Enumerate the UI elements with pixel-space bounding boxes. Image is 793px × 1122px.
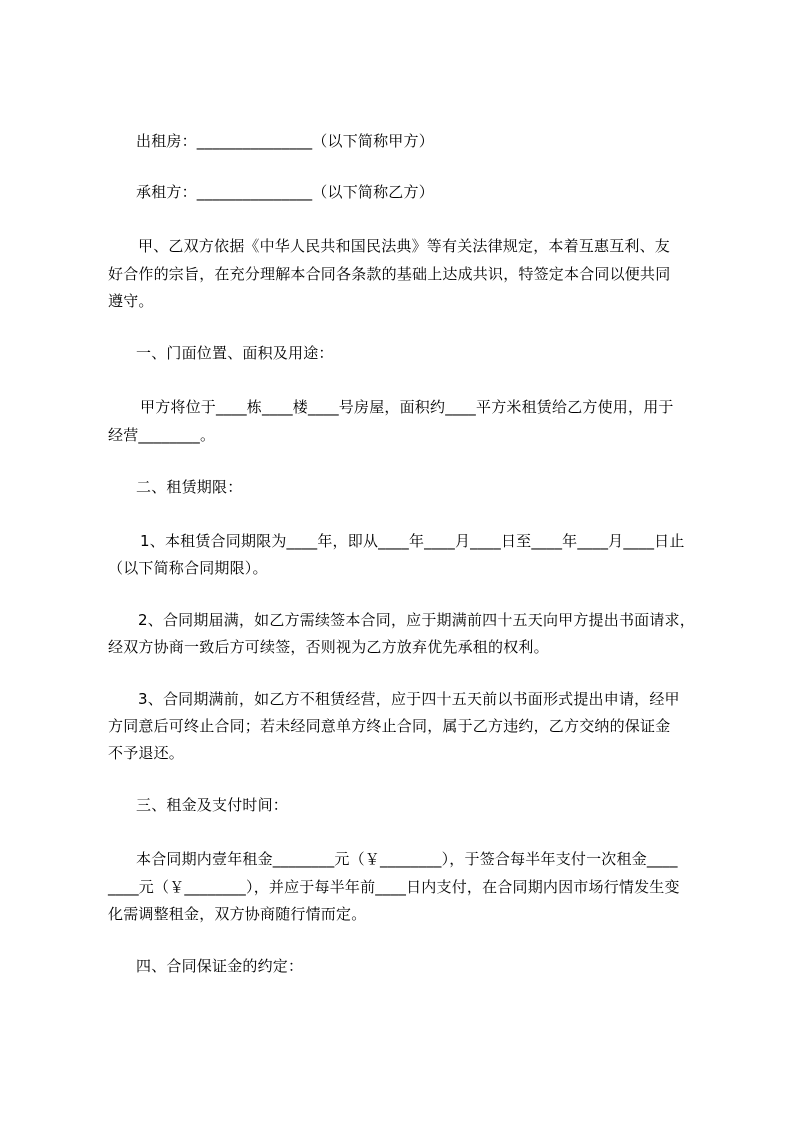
preamble-line-1: 甲、乙双方依据《中华人民共和国民法典》等有关法律规定，本着互惠互利、友 <box>138 237 671 255</box>
section-heading-1: 一、门面位置、面积及用途： <box>136 344 334 362</box>
section-3-line-1: 本合同期内壹年租金________元（￥________），于签合每半年支付一次租金____ <box>136 850 678 868</box>
clause-2-2-line-1: 2、合同期届满，如乙方需续签本合同，应于期满前四十五天向甲方提出书面请求， <box>138 611 695 629</box>
section-heading-4: 四、合同保证金的约定： <box>136 957 304 975</box>
clause-2-3-line-3: 不予退还。 <box>108 744 185 762</box>
clause-2-3-line-2: 方同意后可终止合同；若未经同意单方终止合同，属于乙方违约，乙方交纳的保证金 <box>108 717 671 735</box>
lessor-line: 出租房：_______________（以下简称甲方） <box>136 132 434 150</box>
clause-2-1-line-2: （以下简称合同期限）。 <box>108 559 268 577</box>
section-3-line-3: 化需调整租金，双方协商随行情而定。 <box>108 905 367 923</box>
preamble-line-3: 遵守。 <box>108 292 154 310</box>
section-3-line-2: ____元（￥________），并应于每半年前____日内支付，在合同期内因市场行情发生变 <box>108 878 680 896</box>
section-heading-3: 三、租金及支付时间： <box>136 796 289 814</box>
section-1-line-1: 甲方将位于____栋____楼____号房屋，面积约____平方米租赁给乙方使用，用于 <box>140 398 674 416</box>
section-heading-2: 二、租赁期限： <box>136 478 243 496</box>
clause-2-1-line-1: 1、本租赁合同期限为____年，即从____年____月____日至____年____月____日止 <box>140 532 685 550</box>
preamble-line-2: 好合作的宗旨，在充分理解本合同各条款的基础上达成共识，特签定本合同以便共同 <box>108 265 671 283</box>
lessee-line: 承租方：_______________（以下简称乙方） <box>136 183 434 201</box>
section-1-line-2: 经营________。 <box>108 426 216 444</box>
clause-2-2-line-2: 经双方协商一致后方可续签，否则视为乙方放弃优先承租的权利。 <box>108 638 549 656</box>
clause-2-3-line-1: 3、合同期满前，如乙方不租赁经营，应于四十五天前以书面形式提出申请，经甲 <box>138 690 680 708</box>
